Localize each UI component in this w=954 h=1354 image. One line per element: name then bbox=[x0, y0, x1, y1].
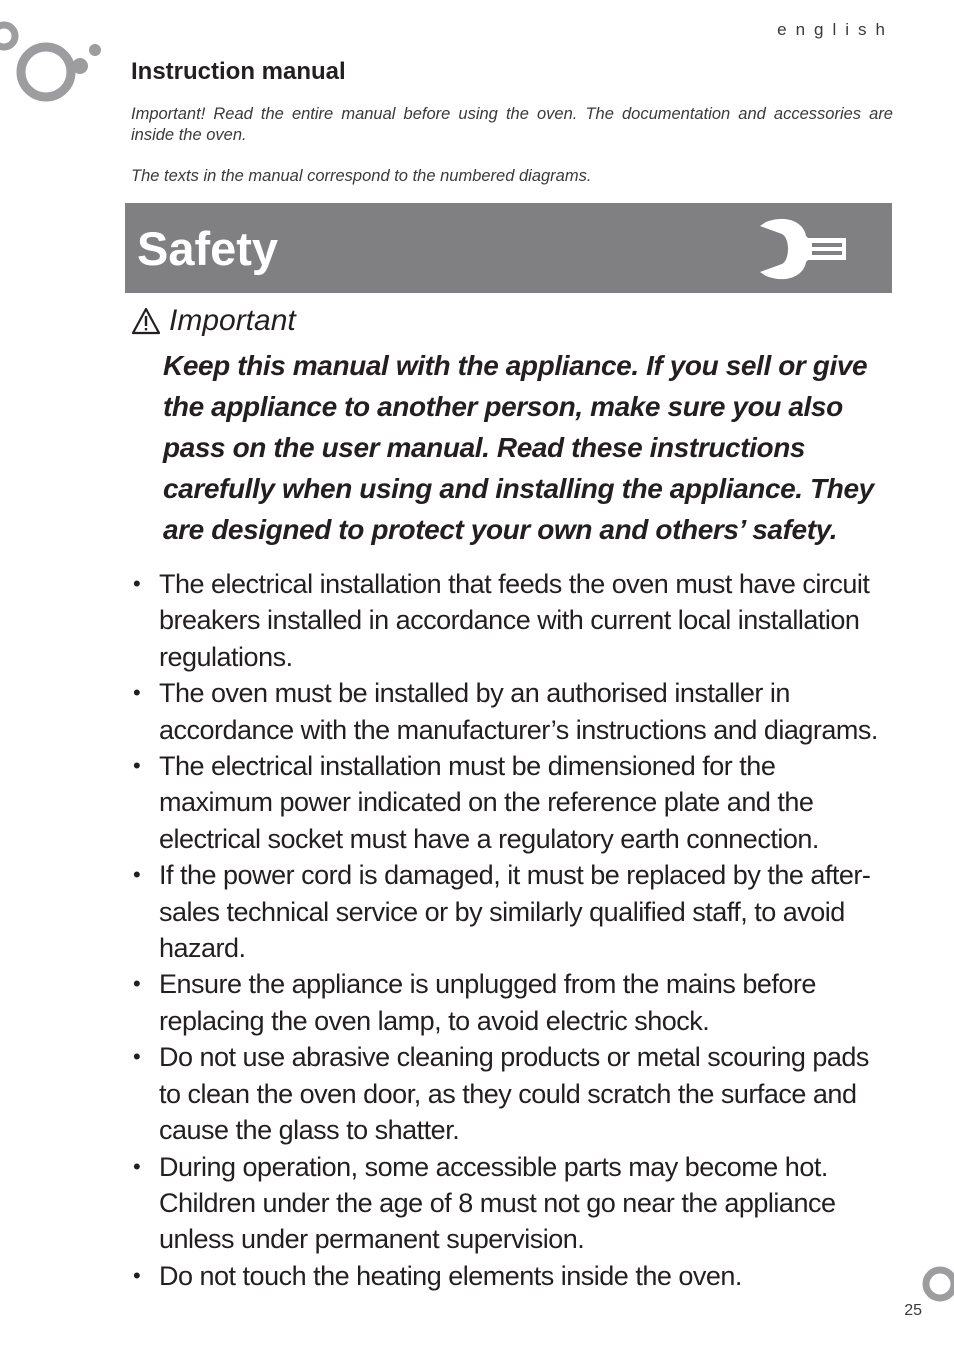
list-item-text: Do not touch the heating elements inside the oven. bbox=[159, 1260, 742, 1291]
manual-title: Instruction manual bbox=[131, 58, 346, 85]
list-item: • The electrical installation that feeds the oven must have circuit breakers installed in accordance with current local installation regulations. bbox=[133, 569, 870, 672]
list-item: • If the power cord is damaged, it must be replaced by the after-sales technical service or by similarly qualified staff, to avoid hazard. bbox=[133, 860, 871, 964]
list-item: • Ensure the appliance is unplugged from the mains before replacing the oven lamp, to avoid electric shock. bbox=[133, 969, 816, 1036]
ring-icon bbox=[920, 1262, 954, 1306]
intro-paragraph: Important! Read the entire manual before using the oven. The documentation and accessories are inside the oven. bbox=[131, 105, 893, 144]
list-item-text: During operation, some accessible parts may become hot. Children under the age of 8 must not go near the appliance unless under permanent supervision. bbox=[159, 1151, 836, 1255]
important-text: Keep this manual with the appliance. If you sell or give the appliance to another person, make sure you also pass on the user manual. Read these instructions carefully when using and installing the appliance. They are designed to protect your own and others’ safety. bbox=[163, 350, 874, 545]
section-banner bbox=[125, 203, 892, 293]
important-heading bbox=[131, 304, 296, 338]
intro-paragraph: The texts in the manual correspond to the numbered diagrams. bbox=[131, 167, 592, 185]
brand-logo-icon bbox=[0, 18, 110, 108]
page-number: 25 bbox=[904, 1302, 922, 1319]
list-item-text: Do not use abrasive cleaning products or metal scouring pads to clean the oven door, as they could scratch the surface and cause the glass to shatter. bbox=[159, 1042, 869, 1146]
safety-list bbox=[131, 566, 893, 1294]
important-label: Important bbox=[169, 304, 296, 337]
list-item-text: Ensure the appliance is unplugged from the mains before replacing the oven lamp, to avoid electric shock. bbox=[159, 969, 816, 1036]
warning-triangle-icon bbox=[131, 307, 161, 335]
list-item: • The electrical installation must be dimensioned for the maximum power indicated on the reference plate and the electrical socket must have a regulatory earth connection. bbox=[133, 751, 819, 854]
section-title: Safety bbox=[137, 222, 279, 275]
list-item-text: The oven must be installed by an authorised installer in accordance with the manufacturer’s instructions and diagrams. bbox=[159, 678, 878, 745]
language-label: english bbox=[777, 20, 894, 39]
list-item: • Do not use abrasive cleaning products or metal scouring pads to clean the oven door, as they could scratch the surface and cause the glass to shatter. bbox=[133, 1042, 869, 1146]
wrench-icon bbox=[746, 214, 856, 284]
list-item: • Do not touch the heating elements inside the oven. bbox=[133, 1260, 742, 1291]
list-item: • The oven must be installed by an authorised installer in accordance with the manufacturer’s instructions and diagrams. bbox=[133, 678, 878, 745]
list-item: • During operation, some accessible parts may become hot. Children under the age of 8 must not go near the appliance unless under permanent supervision. bbox=[133, 1151, 836, 1255]
list-item-text: If the power cord is damaged, it must be replaced by the after-sales technical service or by similarly qualified staff, to avoid hazard. bbox=[159, 860, 871, 964]
list-item-text: The electrical installation must be dimensioned for the maximum power indicated on the reference plate and the electrical socket must have a regulatory earth connection. bbox=[159, 751, 819, 854]
list-item-text: The electrical installation that feeds the oven must have circuit breakers installed in accordance with current local installation regulations. bbox=[159, 569, 870, 672]
